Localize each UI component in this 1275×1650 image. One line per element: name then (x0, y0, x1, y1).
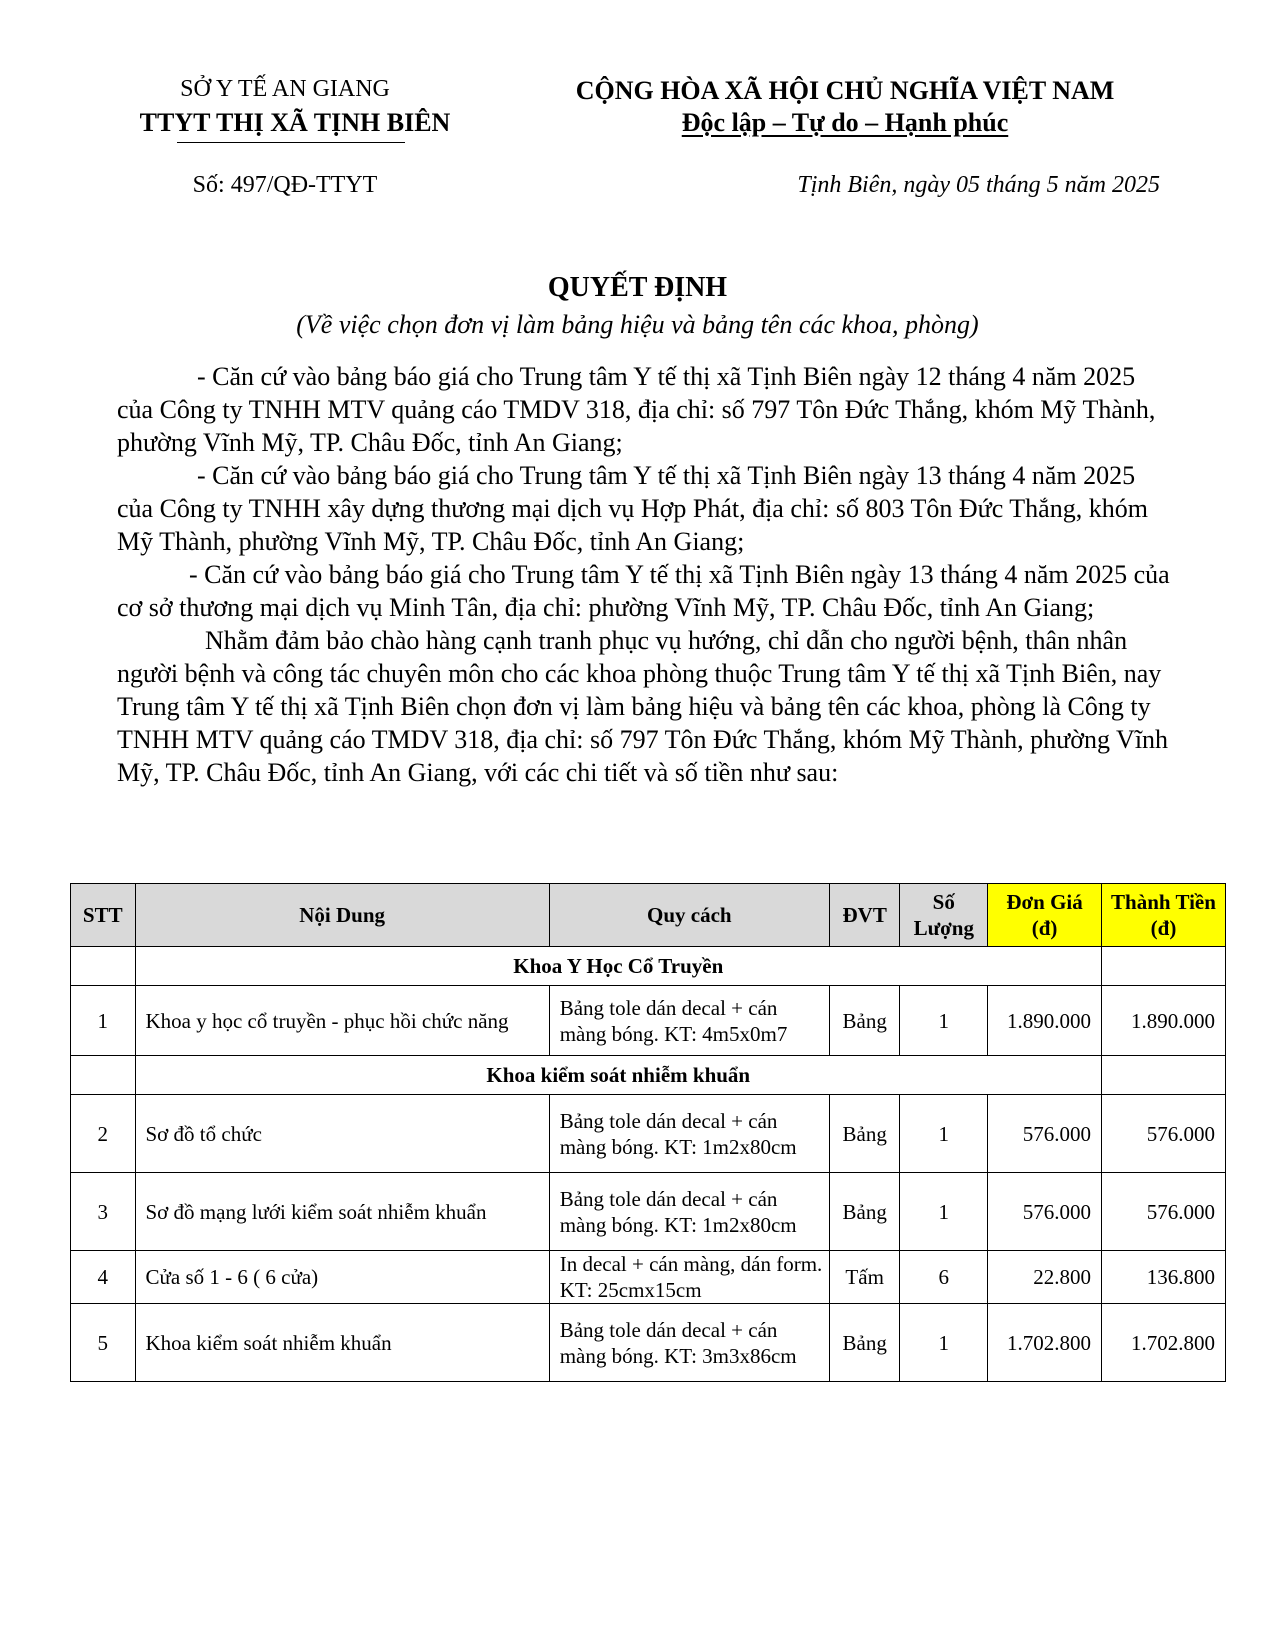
header-qty: Số Lượng (900, 884, 988, 947)
group-row (71, 1056, 1226, 1095)
cell-qty: 6 (900, 1251, 988, 1304)
cell-content: Sơ đồ tổ chức (135, 1095, 549, 1173)
cell-content: Khoa kiểm soát nhiễm khuẩn (135, 1304, 549, 1382)
cell-price: 22.800 (988, 1251, 1102, 1304)
cell-stt: 4 (71, 1251, 136, 1304)
cell-unit: Bảng (829, 986, 900, 1056)
price-table (70, 883, 1226, 1382)
document-number: Số: 497/QĐ-TTYT (192, 172, 378, 198)
place-date: Tịnh Biên, ngày 05 tháng 5 năm 2025 (797, 172, 1160, 198)
table-header-row (71, 884, 1226, 947)
cell-total: 1.702.800 (1101, 1304, 1225, 1382)
document-body (117, 360, 1177, 789)
table-row (71, 1251, 1226, 1304)
table-row (71, 1304, 1226, 1382)
group-title: Khoa kiểm soát nhiễm khuẩn (135, 1056, 1101, 1095)
cell-price: 576.000 (988, 1095, 1102, 1173)
group-title: Khoa Y Học Cổ Truyền (135, 947, 1101, 986)
group-empty-cell (1101, 1056, 1225, 1095)
issuing-unit: TTYT THỊ XÃ TỊNH BIÊN (139, 108, 451, 137)
header-total: Thành Tiền (đ) (1101, 884, 1225, 947)
cell-price: 1.890.000 (988, 986, 1102, 1056)
national-title: CỘNG HÒA XÃ HỘI CHỦ NGHĨA VIỆT NAM (575, 76, 1115, 105)
cell-total: 576.000 (1101, 1173, 1225, 1251)
body-paragraph: - Căn cứ vào bảng báo giá cho Trung tâm Y tế thị xã Tịnh Biên ngày 13 tháng 4 năm 2025 của cơ sở thương mại dịch vụ Minh Tân, địa chỉ: phường Vĩnh Mỹ, TP. Châu Đốc, tỉnh An Giang; (117, 560, 1170, 622)
cell-qty: 1 (900, 1173, 988, 1251)
cell-content: Cửa số 1 - 6 ( 6 cửa) (135, 1251, 549, 1304)
cell-total: 136.800 (1101, 1251, 1225, 1304)
body-paragraph: - Căn cứ vào bảng báo giá cho Trung tâm Y tế thị xã Tịnh Biên ngày 12 tháng 4 năm 2025 của Công ty TNHH MTV quảng cáo TMDV 318, địa chỉ: số 797 Tôn Đức Thắng, khóm Mỹ Thành, phường Vĩnh Mỹ, TP. Châu Đốc, tỉnh An Giang; (117, 362, 1156, 457)
cell-content: Sơ đồ mạng lưới kiểm soát nhiễm khuẩn (135, 1173, 549, 1251)
header-spec: Quy cách (549, 884, 829, 947)
cell-spec: Bảng tole dán decal + cán màng bóng. KT: 1m2x80cm (549, 1173, 829, 1251)
document-subtitle: (Về việc chọn đơn vị làm bảng hiệu và bảng tên các khoa, phòng) (296, 310, 979, 339)
cell-unit: Bảng (829, 1304, 900, 1382)
cell-stt: 5 (71, 1304, 136, 1382)
header-content: Nội Dung (135, 884, 549, 947)
header-stt: STT (71, 884, 136, 947)
group-row (71, 947, 1226, 986)
issuing-authority: SỞ Y TẾ AN GIANG (180, 76, 390, 102)
body-paragraph: Nhằm đảm bảo chào hàng cạnh tranh phục vụ hướng, chỉ dẫn cho người bệnh, thân nhân người bệnh và công tác chuyên môn cho các khoa phòng thuộc Trung tâm Y tế thị xã Tịnh Biên, nay Trung tâm Y tế thị xã Tịnh Biên chọn đơn vị làm bảng hiệu và bảng tên các khoa, phòng là Công ty TNHH MTV quảng cáo TMDV 318, địa chỉ: số 797 Tôn Đức Thắng, khóm Mỹ Thành, phường Vĩnh Mỹ, TP. Châu Đốc, tỉnh An Giang, với các chi tiết và số tiền như sau: (117, 626, 1169, 787)
cell-unit: Bảng (829, 1173, 900, 1251)
group-empty-cell (71, 1056, 136, 1095)
cell-unit: Bảng (829, 1095, 900, 1173)
cell-qty: 1 (900, 986, 988, 1056)
header-divider (177, 142, 405, 143)
table-row (71, 986, 1226, 1056)
header-unit: ĐVT (829, 884, 900, 947)
cell-price: 1.702.800 (988, 1304, 1102, 1382)
document-title: QUYẾT ĐỊNH (547, 272, 728, 303)
cell-unit: Tấm (829, 1251, 900, 1304)
cell-total: 1.890.000 (1101, 986, 1225, 1056)
cell-qty: 1 (900, 1095, 988, 1173)
cell-price: 576.000 (988, 1173, 1102, 1251)
cell-spec: Bảng tole dán decal + cán màng bóng. KT: 4m5x0m7 (549, 986, 829, 1056)
group-empty-cell (1101, 947, 1225, 986)
national-motto-text: Độc lập – Tự do – Hạnh phúc (681, 108, 1009, 137)
cell-content: Khoa y học cổ truyền - phục hồi chức năng (135, 986, 549, 1056)
cell-spec: In decal + cán màng, dán form. KT: 25cmx15cm (549, 1251, 829, 1304)
header-price: Đơn Giá (đ) (988, 884, 1102, 947)
cell-spec: Bảng tole dán decal + cán màng bóng. KT: 3m3x86cm (549, 1304, 829, 1382)
cell-stt: 2 (71, 1095, 136, 1173)
cell-stt: 1 (71, 986, 136, 1056)
table-row (71, 1173, 1226, 1251)
national-motto (530, 108, 1160, 138)
table-row (71, 1095, 1226, 1173)
group-empty-cell (71, 947, 136, 986)
cell-qty: 1 (900, 1304, 988, 1382)
body-paragraph: - Căn cứ vào bảng báo giá cho Trung tâm Y tế thị xã Tịnh Biên ngày 13 tháng 4 năm 2025 của Công ty TNHH xây dựng thương mại dịch vụ Hợp Phát, địa chỉ: số 803 Tôn Đức Thắng, khóm Mỹ Thành, phường Vĩnh Mỹ, TP. Châu Đốc, tỉnh An Giang; (117, 461, 1148, 556)
cell-spec: Bảng tole dán decal + cán màng bóng. KT: 1m2x80cm (549, 1095, 829, 1173)
cell-total: 576.000 (1101, 1095, 1225, 1173)
cell-stt: 3 (71, 1173, 136, 1251)
